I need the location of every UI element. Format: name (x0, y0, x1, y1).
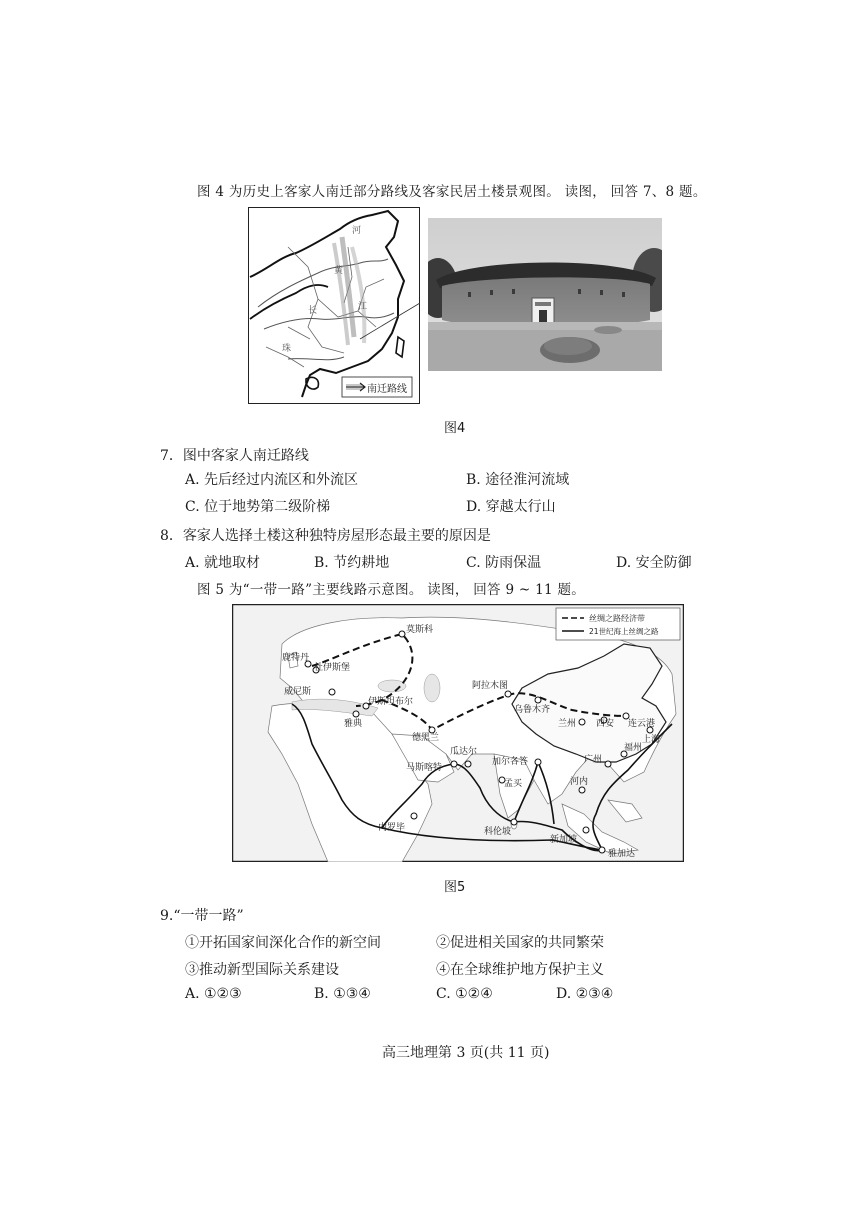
page-footer: 高三地理第 3 页(共 11 页) (382, 1045, 550, 1061)
q9-statement-2: ②促进相关国家的共同繁荣 (436, 935, 604, 951)
city-label: 雅加达 (608, 849, 636, 859)
city-label: 兰州 (558, 719, 577, 729)
q9-option-a: A. ①②③ (185, 986, 242, 1002)
figure4-river-label: 黄 (334, 266, 344, 276)
city-label: 鹿特丹 (282, 653, 310, 663)
question9-stem: 9.“一带一路” (160, 908, 244, 924)
city-label: 乌鲁木齐 (514, 705, 551, 715)
city-label: 伊斯坦布尔 (368, 697, 414, 707)
question7-stem: 7．图中客家人南迁路线 (160, 448, 309, 464)
q8-option-d: D. 安全防御 (616, 555, 692, 571)
q8-option-b: B. 节约耕地 (314, 555, 390, 571)
city-label: 福州 (624, 743, 643, 753)
q7-option-c: C. 位于地势第二级阶梯 (185, 499, 331, 515)
figure5-map-svg (232, 604, 684, 862)
city-label: 杜伊斯堡 (314, 663, 351, 673)
figure4-river-label: 珠 (282, 344, 292, 354)
figure4-river-label: 江 (358, 302, 368, 312)
figure4-map-svg (248, 207, 420, 404)
city-label: 加尔各答 (492, 757, 529, 767)
city-label: 上海 (642, 735, 661, 745)
figure5-caption: 图5 (444, 880, 466, 895)
tulou-photo (428, 218, 662, 371)
city-label: 河内 (570, 777, 589, 787)
city-label: 马斯喀特 (406, 763, 443, 773)
q7-option-d: D. 穿越太行山 (466, 499, 556, 515)
legend-land-route-label: 丝绸之路经济带 (589, 614, 645, 623)
intro-q9-11: 图 5 为“一带一路”主要线路示意图。 读图， 回答 9 ~ 11 题。 (197, 582, 586, 598)
city-label: 瓜达尔 (450, 747, 478, 757)
q8-option-c: C. 防雨保温 (466, 555, 542, 571)
q9-statement-4: ④在全球维护地方保护主义 (436, 962, 604, 978)
city-label: 内罗毕 (378, 823, 406, 833)
city-label: 雅典 (344, 719, 363, 729)
q9-statement-3: ③推动新型国际关系建设 (185, 962, 339, 978)
q9-statement-1: ①开拓国家间深化合作的新空间 (185, 935, 381, 951)
tulou-photo-svg (428, 218, 662, 371)
figure4-river-label: 长 (308, 306, 318, 316)
city-label: 德黑兰 (412, 733, 440, 743)
city-label: 广州 (584, 755, 603, 765)
city-label: 孟买 (504, 779, 523, 789)
q7-option-b: B. 途径淮河流域 (466, 472, 570, 488)
city-label: 威尼斯 (284, 687, 312, 697)
city-label: 连云港 (628, 719, 656, 729)
q9-option-b: B. ①③④ (314, 986, 371, 1002)
city-label: 西安 (596, 719, 615, 729)
figure4-river-label: 河 (352, 226, 362, 236)
city-label: 阿拉木图 (472, 681, 509, 691)
city-label: 科伦坡 (484, 827, 512, 837)
q9-option-d: D. ②③④ (556, 986, 614, 1002)
figure5-map (232, 604, 684, 862)
city-label: 新加坡 (550, 835, 578, 845)
figure4-legend-label: 南迁路线 (367, 384, 407, 395)
intro-q7-8: 图 4 为历史上客家人南迁部分路线及客家民居土楼景观图。 读图， 回答 7、8 题。 (197, 184, 707, 200)
legend-sea-route-label: 21世纪海上丝绸之路 (589, 627, 659, 636)
figure4-caption: 图4 (444, 421, 466, 436)
q9-option-c: C. ①②④ (436, 986, 493, 1002)
q7-option-a: A. 先后经过内流区和外流区 (185, 472, 359, 488)
figure4-map (248, 207, 420, 404)
q8-option-a: A. 就地取材 (185, 555, 261, 571)
question8-stem: 8．客家人选择土楼这种独特房屋形态最主要的原因是 (160, 528, 491, 544)
city-label: 莫斯科 (406, 625, 434, 635)
